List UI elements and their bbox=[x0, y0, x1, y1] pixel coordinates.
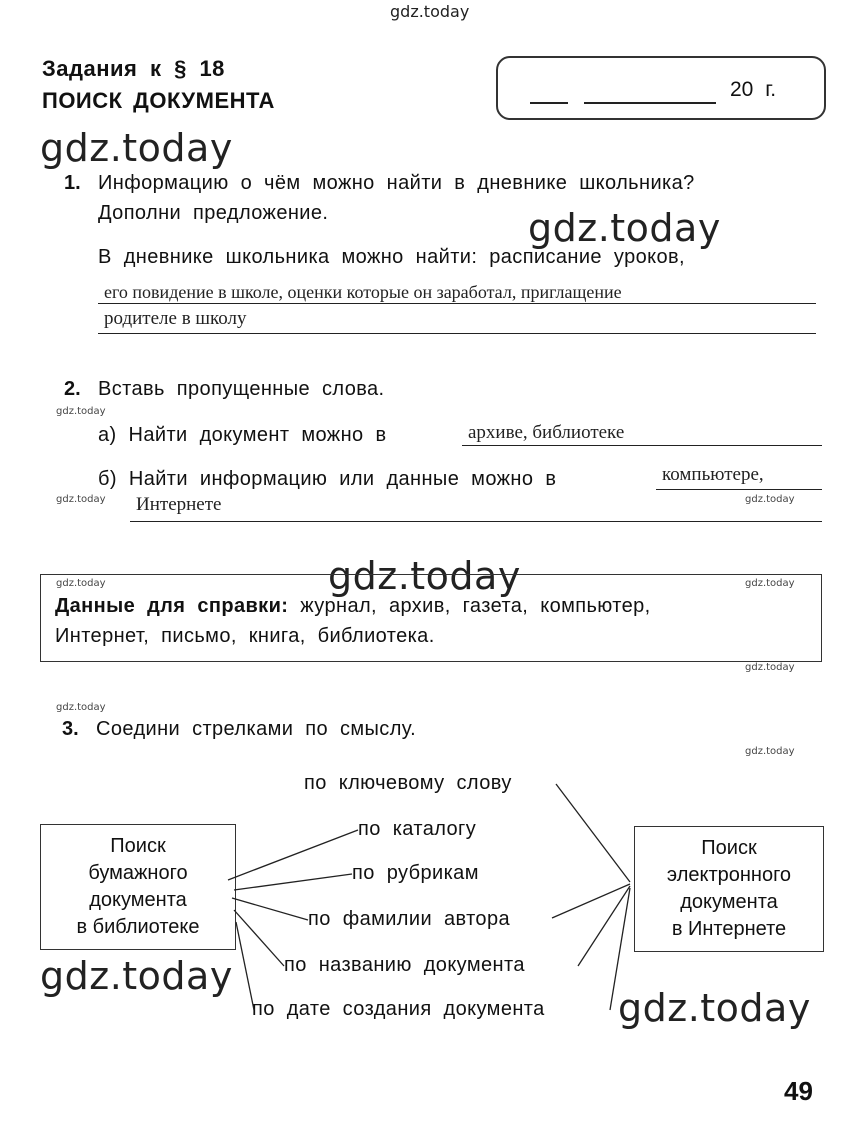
task1-answer-line1: его повидение в школе, оценки которые он заработал, приглащение bbox=[104, 282, 622, 302]
task2-number: 2. bbox=[64, 378, 81, 400]
connection-line bbox=[228, 830, 358, 880]
reference-line2: Интернет, письмо, книга, библиотека. bbox=[55, 625, 435, 647]
watermark: gdz.today bbox=[40, 126, 233, 170]
option-catalog[interactable]: по каталогу bbox=[358, 818, 477, 840]
connection-line bbox=[234, 874, 352, 890]
connection-line bbox=[556, 784, 630, 882]
task2b-answer2: Интернете bbox=[136, 494, 222, 515]
watermark-small: gdz.today bbox=[56, 702, 106, 713]
watermark-small: gdz.today bbox=[56, 578, 106, 589]
watermark-top: gdz.today bbox=[390, 2, 470, 21]
left-box-line: Поиск bbox=[110, 835, 166, 857]
watermark: gdz.today bbox=[328, 554, 521, 598]
left-box-line: в библиотеке bbox=[76, 916, 200, 938]
task1-question-line1: Информацию о чём можно найти в дневнике школьника? bbox=[98, 172, 695, 194]
task1-prompt: В дневнике школьника можно найти: расписание уроков, bbox=[98, 246, 686, 268]
task1-question-line2: Дополни предложение. bbox=[98, 202, 329, 224]
tasks-title: Задания к § 18 bbox=[42, 56, 225, 81]
date-year: 20 г. bbox=[730, 78, 777, 101]
watermark: gdz.today bbox=[618, 986, 811, 1030]
right-box-line: электронного bbox=[666, 864, 792, 886]
task2a-answer: архиве, библиотеке bbox=[468, 422, 625, 443]
watermark: gdz.today bbox=[528, 206, 721, 250]
left-box-line: бумажного bbox=[88, 862, 188, 884]
watermark: gdz.today bbox=[40, 954, 233, 998]
connection-line bbox=[552, 884, 630, 918]
connection-line bbox=[610, 888, 630, 1010]
right-box-line: документа bbox=[680, 891, 778, 913]
left-box-line: документа bbox=[89, 889, 187, 911]
right-box-line: в Интернете bbox=[671, 918, 787, 940]
page-number: 49 bbox=[784, 1076, 813, 1106]
watermark-small: gdz.today bbox=[745, 746, 795, 757]
task3-number: 3. bbox=[62, 718, 79, 740]
reference-line1-rest: журнал, архив, газета, компьютер, bbox=[300, 595, 651, 617]
watermark-small: gdz.today bbox=[56, 494, 106, 505]
task1-answer-line2: родителе в школу bbox=[104, 308, 247, 329]
connection-line bbox=[578, 886, 630, 966]
watermark-small: gdz.today bbox=[56, 406, 106, 417]
task3-instruction: Соедини стрелками по смыслу. bbox=[96, 718, 417, 740]
right-box-line: Поиск bbox=[701, 837, 757, 859]
connection-line bbox=[236, 922, 254, 1010]
task2-instruction: Вставь пропущенные слова. bbox=[98, 378, 385, 400]
reference-label: Данные для справки: bbox=[55, 595, 289, 617]
option-date[interactable]: по дате создания документа bbox=[252, 998, 545, 1020]
watermark-small: gdz.today bbox=[745, 578, 795, 589]
task2b-prompt: б) Найти информацию или данные можно в bbox=[98, 468, 557, 490]
option-title[interactable]: по названию документа bbox=[284, 954, 525, 976]
option-rubrics[interactable]: по рубрикам bbox=[352, 862, 479, 884]
task1-number: 1. bbox=[64, 172, 81, 194]
connection-line bbox=[234, 910, 284, 966]
option-keyword[interactable]: по ключевому слову bbox=[304, 772, 512, 794]
connection-line bbox=[232, 898, 308, 920]
option-author[interactable]: по фамилии автора bbox=[308, 908, 510, 930]
watermark-small: gdz.today bbox=[745, 662, 795, 673]
topic-title: ПОИСК ДОКУМЕНТА bbox=[42, 88, 275, 113]
watermark-small: gdz.today bbox=[745, 494, 795, 505]
task2a-prompt: а) Найти документ можно в bbox=[98, 424, 387, 446]
task2b-answer1: компьютере, bbox=[662, 464, 764, 485]
